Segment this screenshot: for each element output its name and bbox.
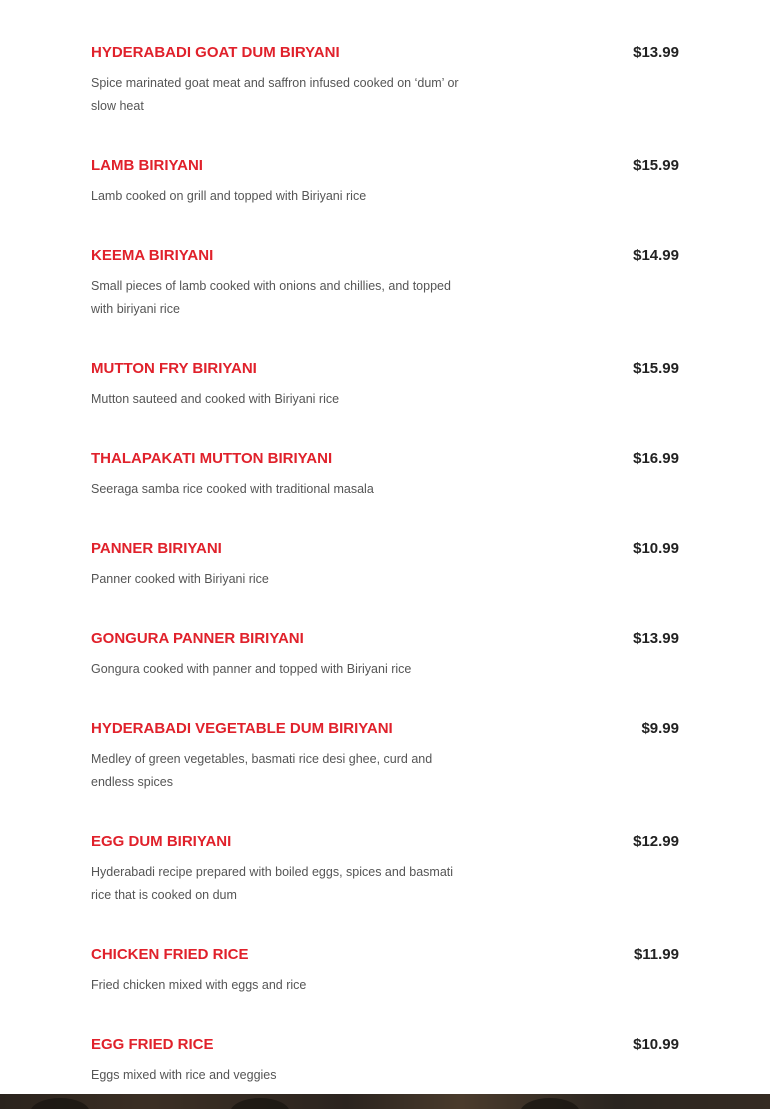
menu-item-description: Hyderabadi recipe prepared with boiled eggs, spices and basmati rice that is cooked on dum xyxy=(91,865,454,902)
menu-item-description: Lamb cooked on grill and topped with Biriyani rice xyxy=(91,189,367,203)
menu-item-price: $10.99 xyxy=(633,1036,679,1053)
menu-item-price: $13.99 xyxy=(633,630,679,647)
food-plate-image xyxy=(30,1098,90,1109)
menu-item-description: Fried chicken mixed with eggs and rice xyxy=(91,978,307,992)
menu-item-description: Small pieces of lamb cooked with onions and chillies, and topped with biriyani rice xyxy=(91,279,451,316)
menu-item-name[interactable]: HYDERABADI GOAT DUM BIRYANI xyxy=(91,44,340,61)
menu-item-price: $15.99 xyxy=(633,360,679,377)
menu-item-price: $15.99 xyxy=(633,157,679,174)
food-plate-image xyxy=(520,1098,580,1109)
menu-item-price: $9.99 xyxy=(641,720,679,737)
menu-item-description: Panner cooked with Biriyani rice xyxy=(91,572,269,586)
menu-item-name[interactable]: GONGURA PANNER BIRIYANI xyxy=(91,630,304,647)
footer-food-banner xyxy=(0,1094,770,1109)
menu-item-description: Mutton sauteed and cooked with Biriyani rice xyxy=(91,392,340,406)
menu-item-price: $10.99 xyxy=(633,540,679,557)
menu-item-price: $12.99 xyxy=(633,833,679,850)
menu-item-description: Spice marinated goat meat and saffron infused cooked on ‘dum’ or slow heat xyxy=(91,76,459,113)
menu-item-price: $16.99 xyxy=(633,450,679,467)
menu-item-name[interactable]: PANNER BIRIYANI xyxy=(91,540,222,557)
menu-item-name[interactable]: EGG DUM BIRIYANI xyxy=(91,833,232,850)
menu-item-price: $13.99 xyxy=(633,44,679,61)
menu-item-description: Medley of green vegetables, basmati rice desi ghee, curd and endless spices xyxy=(91,752,433,789)
menu-item-description: Seeraga samba rice cooked with traditional masala xyxy=(91,482,374,496)
menu-item-name[interactable]: EGG FRIED RICE xyxy=(91,1036,214,1053)
menu-item-description: Eggs mixed with rice and veggies xyxy=(91,1068,277,1082)
menu-item-name[interactable]: HYDERABADI VEGETABLE DUM BIRIYANI xyxy=(91,720,393,737)
food-plate-image xyxy=(230,1098,290,1109)
menu-item-name[interactable]: KEEMA BIRIYANI xyxy=(91,247,214,264)
menu-item-price: $11.99 xyxy=(633,946,679,963)
menu-item-name[interactable]: MUTTON FRY BIRIYANI xyxy=(91,360,257,377)
menu-item-description: Gongura cooked with panner and topped with Biriyani rice xyxy=(91,662,412,676)
menu-item-price: $14.99 xyxy=(633,247,679,264)
menu-item-name[interactable]: CHICKEN FRIED RICE xyxy=(91,946,249,963)
menu-item-name[interactable]: THALAPAKATI MUTTON BIRIYANI xyxy=(91,450,333,467)
menu-item-name[interactable]: LAMB BIRIYANI xyxy=(91,157,203,174)
